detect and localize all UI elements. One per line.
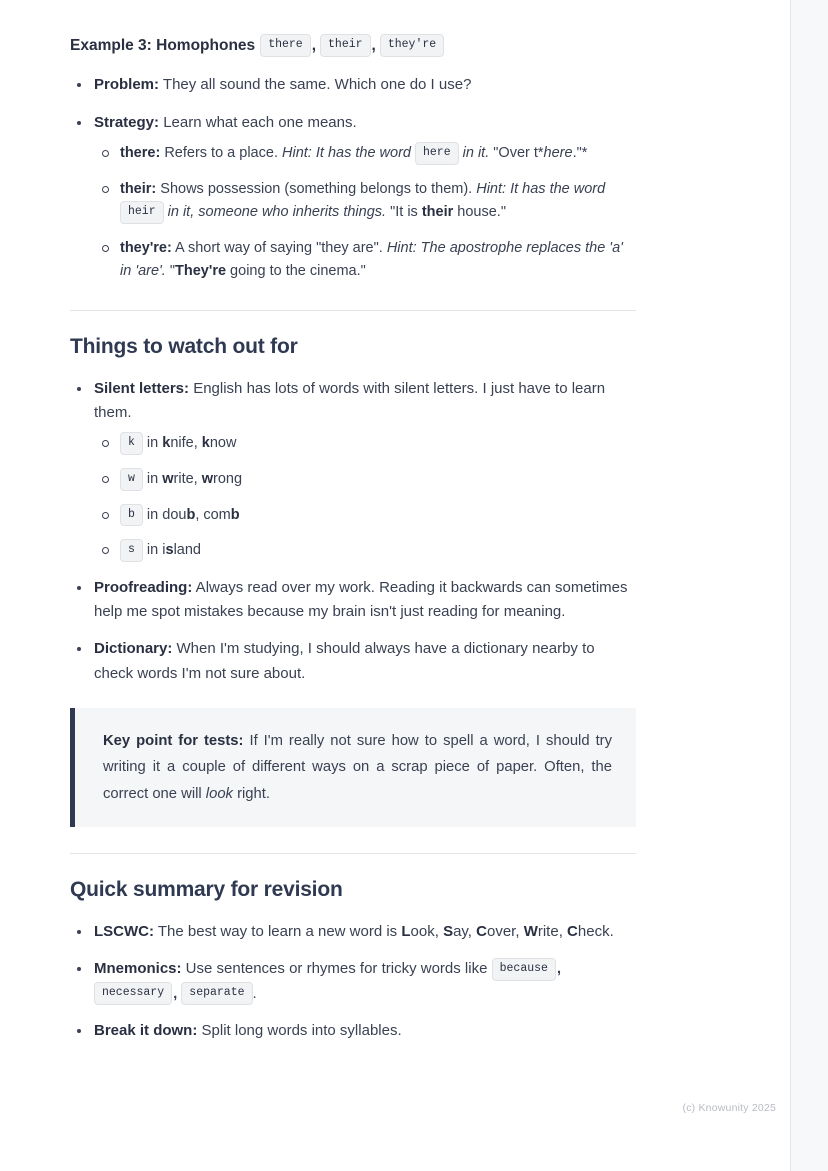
list-item-strategy: [70, 111, 636, 284]
mnemonics-end: .: [252, 984, 257, 1002]
list-item-label: Proofreading:: [94, 578, 193, 596]
chip-their: their: [320, 34, 371, 57]
word-label: there:: [120, 145, 161, 162]
chip-necessary: necessary: [94, 982, 172, 1005]
list-item-problem: [70, 73, 636, 97]
silent-word-2: now: [209, 435, 237, 452]
example-quote-open: "It is: [386, 204, 422, 221]
silent-word-1: nife,: [170, 435, 202, 452]
chip-there: there: [260, 34, 311, 57]
list-item-label: Silent letters:: [94, 379, 190, 397]
hint-text: It has the word: [311, 145, 415, 162]
example-quote-italic: here: [543, 145, 573, 162]
chip-theyre: they're: [380, 34, 444, 57]
copyright-notice: (c) Knowunity 2025: [682, 1102, 776, 1114]
hint-text: The apostrophe replaces the 'a' in 'are'.: [120, 239, 623, 280]
section-heading-summary: Quick summary for revision: [70, 878, 343, 901]
section-divider: [70, 310, 636, 311]
chip-s: s: [120, 539, 143, 562]
silent-word-2: rong: [213, 471, 243, 488]
lscwc-rest-c2: heck.: [577, 923, 614, 940]
silent-pre: in i: [142, 542, 166, 559]
chip-b: b: [120, 504, 143, 527]
silent-pre: in: [142, 435, 163, 452]
example-heading: [70, 34, 636, 57]
callout-italic: look: [205, 785, 233, 802]
silent-word-1: , com: [195, 506, 231, 523]
word-label: their:: [120, 180, 157, 197]
hint-label: Hint:: [282, 145, 312, 162]
example-quote-bold: They're: [175, 263, 227, 280]
list-item-text: They all sound the same. Which one do I use?: [159, 76, 472, 94]
example-heading-title: Example 3: Homophones: [70, 37, 256, 54]
chip-here: here: [415, 142, 459, 165]
word-definition: Refers to a place.: [160, 145, 282, 162]
silent-pre: in: [142, 471, 163, 488]
lscwc-bold-c: C: [476, 923, 487, 940]
section-heading-watch-out: Things to watch out for: [70, 334, 298, 358]
hint-label: Hint:: [386, 239, 417, 256]
lscwc-bold-w: W: [523, 923, 538, 940]
list-item-label: Mnemonics:: [94, 960, 182, 978]
summary-list: [70, 920, 636, 1043]
list-item-text: Use sentences or rhymes for tricky words like: [181, 960, 492, 978]
list-item-theyre: [94, 237, 636, 284]
lscwc-bold-s: S: [443, 923, 454, 940]
example-list: [70, 73, 636, 283]
example-quote-bold: their: [421, 204, 454, 221]
list-item-text: When I'm studying, I should always have a dictionary nearby to check words I'm not sure about.: [94, 640, 595, 682]
list-item-label: LSCWC:: [94, 923, 154, 940]
hint-after: in it.: [458, 145, 494, 162]
section-divider: [70, 853, 636, 854]
chip-separate: separate: [181, 982, 252, 1005]
list-item-text: Learn what each one means.: [159, 113, 357, 131]
list-item-their: [94, 178, 636, 225]
lscwc-rest-l: ook,: [410, 923, 444, 940]
silent-bold-1: k: [162, 435, 171, 452]
list-item-label: Problem:: [94, 76, 160, 94]
homophone-sublist: [94, 142, 636, 284]
list-item-dictionary: [70, 637, 636, 686]
example-quote-close: going to the cinema.": [226, 263, 366, 280]
list-item-silent-b: [94, 504, 636, 528]
list-item-text: Always read over my work. Reading it backwards can sometimes help me spot mistakes because my brain isn't just reading for meaning.: [94, 578, 628, 621]
list-item-mnemonics: [70, 957, 636, 1006]
hint-label: Hint:: [476, 180, 507, 197]
silent-bold-1: s: [165, 542, 174, 559]
silent-bold-1: b: [186, 506, 196, 523]
chip-heir: heir: [120, 201, 164, 224]
document-content: [70, 34, 636, 1056]
chip-because: because: [492, 958, 556, 981]
list-item-lscwc: [70, 920, 636, 944]
list-item-text: The best way to learn a new word is: [154, 923, 402, 940]
lscwc-rest-c: over,: [487, 923, 524, 940]
list-item-silent-s: [94, 539, 636, 563]
callout-text-after: right.: [232, 785, 270, 802]
watch-out-list: [70, 377, 636, 686]
chip-w: w: [120, 468, 143, 491]
lscwc-rest-s: ay,: [453, 923, 477, 940]
callout-label: Key point for tests:: [103, 733, 244, 750]
silent-letter-sublist: [94, 432, 636, 563]
list-item-text: English has lots of words with silent letters. I just have to learn them.: [94, 379, 606, 421]
hint-after: in it, someone who inherits things.: [163, 204, 387, 221]
chip-separator: ,: [311, 37, 317, 54]
word-definition: A short way of saying "they are".: [171, 239, 387, 256]
list-item-silent-letters: [70, 377, 636, 563]
lscwc-rest-w: rite,: [537, 923, 568, 940]
list-item-there: [94, 142, 636, 166]
example-quote-open: ": [165, 263, 176, 280]
chip-separator: ,: [371, 37, 376, 54]
chip-separator: ,: [556, 960, 562, 978]
word-label: they're:: [120, 239, 172, 256]
lscwc-bold-c2: C: [567, 923, 578, 940]
example-quote-close: ."*: [572, 145, 588, 162]
list-item-label: Break it down:: [94, 1021, 198, 1039]
list-item-break-it-down: [70, 1019, 636, 1043]
callout-text-before: If I'm really not sure how to spell a word, I should try writing it a couple of different ways on a scrap piece of paper. Often, the correct one will: [103, 733, 613, 802]
list-item-silent-w: [94, 468, 636, 492]
silent-bold-2: b: [230, 506, 240, 523]
example-quote-close: house.": [453, 204, 506, 221]
hint-text: It has the word: [506, 180, 606, 197]
chip-separator: ,: [173, 984, 178, 1002]
silent-bold-2: k: [201, 435, 210, 452]
lscwc-bold-l: L: [401, 923, 411, 940]
silent-pre: in dou: [142, 506, 187, 523]
list-item-silent-k: [94, 432, 636, 456]
silent-bold-2: w: [201, 471, 214, 488]
list-item-label: Dictionary:: [94, 640, 173, 658]
right-scroll-rail[interactable]: [790, 0, 828, 1171]
list-item-label: Strategy:: [94, 113, 160, 131]
silent-word-1: land: [173, 542, 201, 559]
list-item-text: Split long words into syllables.: [197, 1021, 402, 1039]
example-quote-open: "Over t*: [493, 145, 544, 162]
key-point-callout: [70, 708, 636, 827]
list-item-proofreading: [70, 576, 636, 625]
chip-k: k: [120, 432, 143, 455]
silent-bold-1: w: [162, 471, 174, 488]
word-definition: Shows possession (something belongs to them).: [156, 180, 477, 197]
silent-word-1: rite,: [173, 471, 202, 488]
